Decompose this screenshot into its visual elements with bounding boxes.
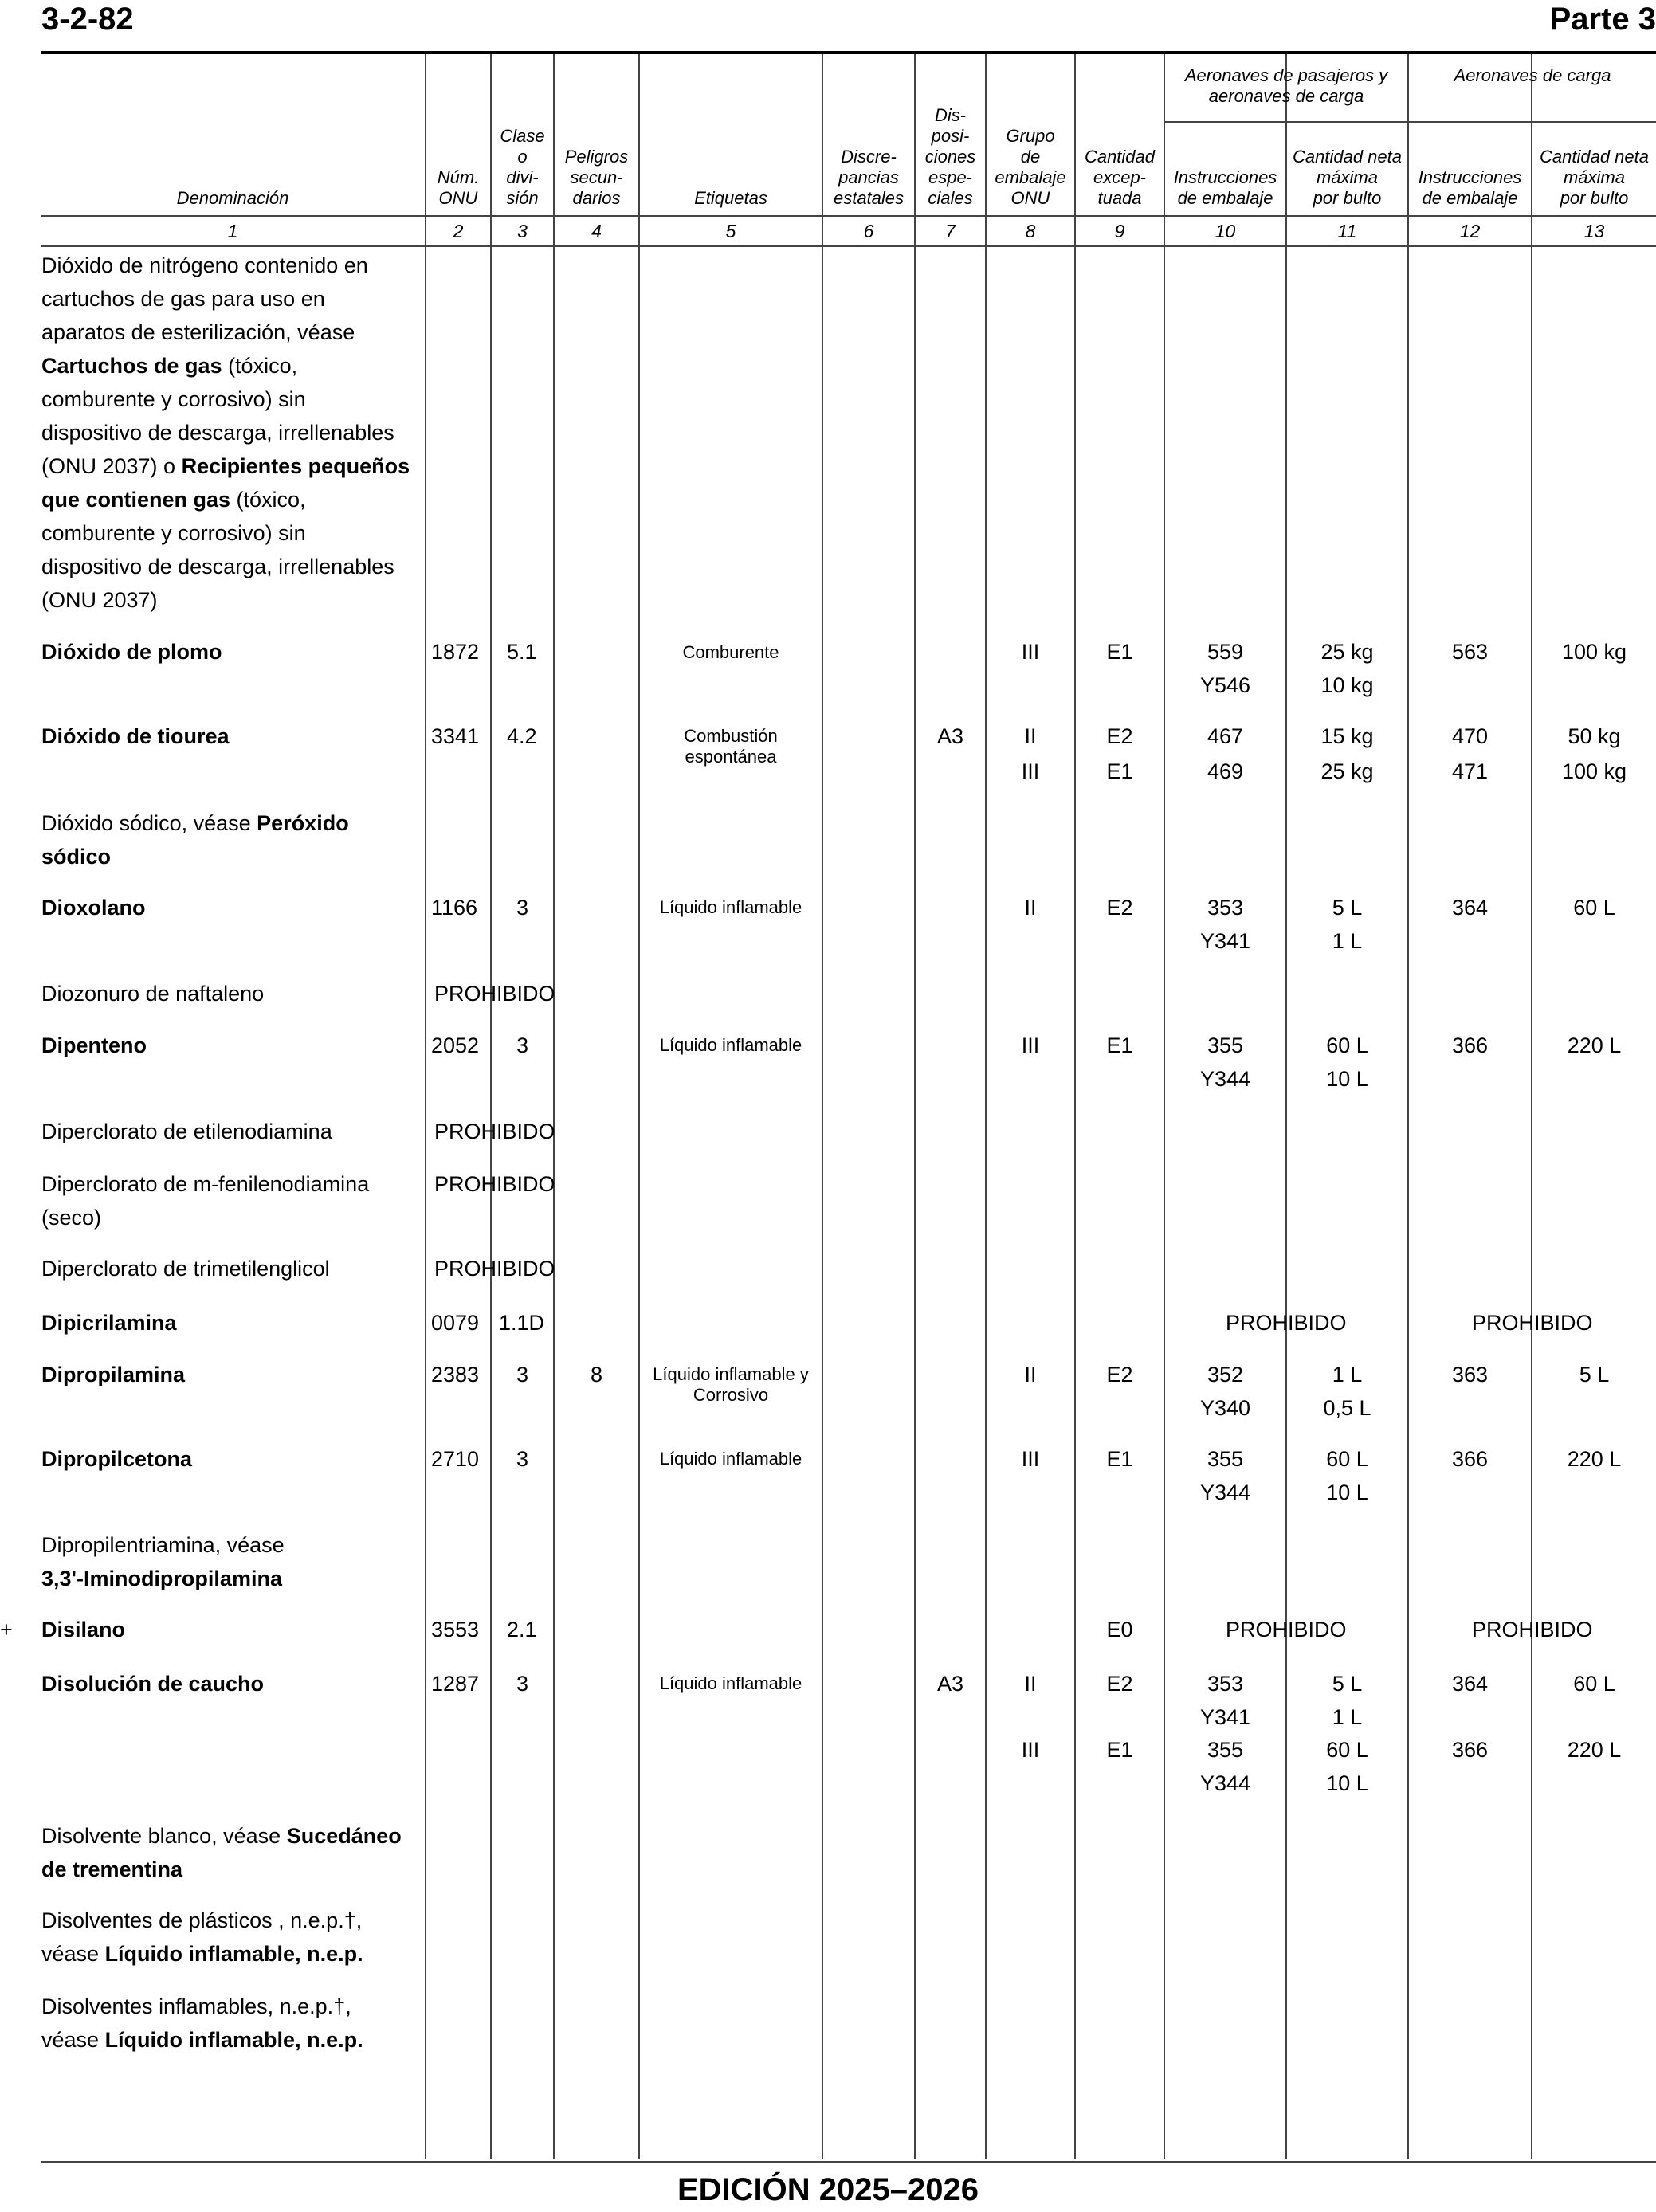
- excepted-quantity: E2: [1106, 896, 1133, 920]
- substance-name: Disilano: [41, 1618, 126, 1641]
- packing-instruction-cargo: 364: [1451, 1672, 1489, 1696]
- packing-instruction-cargo: 366: [1451, 1738, 1489, 1762]
- un-number: 1287: [431, 1672, 480, 1696]
- group-passenger-header: Aeronaves de pasajeros y aeronaves de carga: [1184, 65, 1388, 106]
- header-clase: Clase o divi- sión: [500, 126, 545, 208]
- packing-group: III: [1021, 759, 1040, 783]
- net-quantity-pax: 25 kg: [1320, 640, 1374, 664]
- column-number: 1: [227, 221, 238, 241]
- header-instrucciones-pax: Instrucciones de embalaje: [1173, 167, 1277, 208]
- hazard-label: Líquido inflamable: [659, 1673, 802, 1693]
- net-quantity-pax: 60 L: [1326, 1033, 1368, 1057]
- un-number: 1872: [431, 640, 480, 664]
- packing-group: III: [1021, 1447, 1040, 1471]
- net-quantity-pax: 1 L: [1332, 929, 1363, 953]
- net-quantity-cargo: 220 L: [1567, 1447, 1622, 1471]
- column-divider: [985, 54, 987, 2159]
- header-group-rule: [1164, 121, 1656, 123]
- table-row: Dióxido sódico, véase Peróxido sódico: [41, 811, 349, 869]
- footer-rule: [41, 2161, 1656, 2163]
- net-quantity-pax: 5 L: [1332, 1672, 1363, 1696]
- header-num-onu: Núm. ONU: [437, 167, 480, 208]
- substance-name: Dipropilcetona: [41, 1447, 193, 1471]
- excepted-quantity: E1: [1106, 1447, 1133, 1471]
- column-divider: [822, 54, 823, 2159]
- table-row: Dipropilentriamina, véase 3,3'-Iminodipropilamina: [41, 1533, 285, 1590]
- packing-group: III: [1021, 640, 1040, 664]
- packing-instruction-pax: Y341: [1199, 929, 1251, 953]
- special-provision: A3: [936, 724, 964, 748]
- net-quantity-cargo: 60 L: [1573, 1672, 1615, 1696]
- net-quantity-pax: 60 L: [1326, 1738, 1368, 1762]
- column-number: 6: [863, 221, 874, 241]
- class: 3: [516, 1363, 529, 1386]
- class: 5.1: [507, 640, 537, 664]
- net-quantity-pax: 10 kg: [1320, 673, 1374, 697]
- packing-instruction-pax: 469: [1207, 759, 1244, 783]
- excepted-quantity: E1: [1106, 1738, 1133, 1762]
- special-provision: A3: [936, 1672, 964, 1696]
- header-grupo-embalaje: Grupo de embalaje ONU: [995, 126, 1066, 208]
- substance-name: Dióxido de tiourea: [41, 724, 230, 748]
- column-divider: [1164, 54, 1165, 2159]
- header-discrepancias: Discre- pancias estatales: [833, 147, 905, 208]
- substance-name: Dioxolano: [41, 896, 146, 920]
- column-divider: [490, 54, 492, 2159]
- net-quantity-cargo: 60 L: [1573, 896, 1615, 920]
- header-peligros: Peligros secun- darios: [564, 147, 629, 208]
- column-number: 11: [1337, 221, 1357, 241]
- edition-footer: EDICIÓN 2025–2026: [677, 2172, 979, 2207]
- hazard-label: Líquido inflamable: [659, 1449, 802, 1469]
- class: 1.1D: [499, 1311, 545, 1335]
- net-quantity-pax: 0,5 L: [1323, 1396, 1371, 1420]
- packing-instruction-pax: Y340: [1199, 1396, 1251, 1420]
- substance-name: Dióxido de plomo: [41, 640, 222, 664]
- column-divider: [553, 54, 555, 2159]
- packing-instruction-cargo: 366: [1451, 1447, 1489, 1471]
- column-number: 12: [1459, 221, 1481, 241]
- un-number: 0079: [431, 1311, 480, 1335]
- packing-instruction-pax: Y344: [1199, 1771, 1251, 1795]
- column-divider: [638, 54, 640, 2159]
- class: 3: [516, 1447, 529, 1471]
- un-number: 3341: [431, 724, 480, 748]
- net-quantity-pax: 15 kg: [1320, 724, 1374, 748]
- packing-group: II: [1024, 1672, 1037, 1696]
- net-quantity-cargo: 100 kg: [1561, 640, 1627, 664]
- header-cantidad-neta-cargo: Cantidad neta máxima por bulto: [1540, 147, 1649, 208]
- substance-name: Disolución de caucho: [41, 1672, 265, 1696]
- packing-instruction-pax: 353: [1207, 1672, 1244, 1696]
- header-instrucciones-cargo: Instrucciones de embalaje: [1418, 167, 1522, 208]
- class: 3: [516, 896, 529, 920]
- hazard-label: Líquido inflamable y Corrosivo: [653, 1364, 809, 1405]
- class: 2.1: [507, 1618, 537, 1641]
- substance-name: Dipenteno: [41, 1033, 147, 1057]
- table-row: Dióxido de nitrógeno contenido en cartuchos de gas para uso en aparatos de esterilización, véase Cartuchos de gas (tóxico, comburente y corrosivo) sin dispositivo de descarga, irrellenables (ONU 2037) o Recipientes pequeños que contienen gas (tóxico, comburente y corrosivo) sin dispositivo de descarga, irrellenables (ONU 2037): [41, 253, 410, 612]
- status-prohibited: PROHIBIDO: [434, 1172, 555, 1196]
- status-prohibited: PROHIBIDO: [1472, 1311, 1593, 1335]
- substance-name: Diperclorato de trimetilenglicol: [41, 1257, 330, 1281]
- packing-instruction-pax: 467: [1207, 724, 1244, 748]
- packing-group: II: [1024, 724, 1037, 748]
- packing-instruction-pax: Y546: [1199, 673, 1251, 697]
- packing-instruction-pax: Y344: [1199, 1067, 1251, 1091]
- net-quantity-pax: 10 L: [1326, 1481, 1368, 1504]
- header-etiquetas: Etiquetas: [694, 188, 767, 208]
- header-denominacion: Denominación: [176, 188, 289, 208]
- packing-instruction-pax: 559: [1207, 640, 1244, 664]
- un-number: 1166: [431, 896, 478, 920]
- column-number: 13: [1583, 221, 1605, 241]
- header-disposiciones: Dis- posi- ciones espe- ciales: [924, 105, 976, 208]
- column-number: 2: [453, 221, 464, 241]
- group-cargo-header: Aeronaves de carga: [1454, 65, 1611, 85]
- packing-instruction-pax: 355: [1207, 1033, 1244, 1057]
- packing-instruction-pax: 352: [1207, 1363, 1244, 1386]
- net-quantity-cargo: 220 L: [1567, 1738, 1622, 1762]
- net-quantity-pax: 10 L: [1326, 1067, 1368, 1091]
- packing-instruction-cargo: 563: [1451, 640, 1489, 664]
- column-number: 9: [1114, 221, 1125, 241]
- class: 3: [516, 1033, 529, 1057]
- net-quantity-cargo: 50 kg: [1568, 724, 1621, 748]
- packing-instruction-pax: 355: [1207, 1738, 1244, 1762]
- net-quantity-pax: 10 L: [1326, 1771, 1368, 1795]
- excepted-quantity: E0: [1106, 1618, 1133, 1641]
- hazard-label: Comburente: [682, 642, 779, 662]
- packing-instruction-cargo: 364: [1451, 896, 1489, 920]
- packing-group: II: [1024, 1363, 1037, 1386]
- un-number: 2710: [431, 1447, 480, 1471]
- header-rule: [41, 51, 1656, 54]
- packing-instruction-pax: 355: [1207, 1447, 1244, 1471]
- column-divider: [1531, 54, 1532, 2159]
- un-number: 3553: [431, 1618, 480, 1641]
- hazard-label: Combustión espontánea: [684, 726, 778, 767]
- status-prohibited: PROHIBIDO: [434, 1257, 555, 1281]
- status-prohibited: PROHIBIDO: [434, 1120, 555, 1143]
- substance-name: Diperclorato de m-fenilenodiamina (seco): [41, 1172, 370, 1230]
- packing-instruction-cargo: 471: [1451, 759, 1489, 783]
- un-number: 2052: [431, 1033, 480, 1057]
- packing-group: II: [1024, 896, 1037, 920]
- column-divider: [1074, 54, 1076, 2159]
- status-prohibited: PROHIBIDO: [1472, 1618, 1593, 1641]
- packing-instruction-pax: Y341: [1199, 1705, 1251, 1729]
- substance-name: Diozonuro de naftaleno: [41, 982, 265, 1006]
- status-prohibited: PROHIBIDO: [434, 982, 555, 1006]
- status-prohibited: PROHIBIDO: [1226, 1618, 1347, 1641]
- part-label: Parte 3: [1549, 2, 1656, 37]
- table-row: Disolventes de plásticos , n.e.p.†, véase Líquido inflamable, n.e.p.: [41, 1908, 363, 1966]
- amendment-marker: +: [0, 1618, 13, 1641]
- class: 4.2: [507, 724, 537, 748]
- excepted-quantity: E2: [1106, 1363, 1133, 1386]
- packing-instruction-pax: Y344: [1199, 1481, 1251, 1504]
- column-divider: [1407, 54, 1409, 2159]
- net-quantity-pax: 5 L: [1332, 896, 1363, 920]
- net-quantity-cargo: 100 kg: [1561, 759, 1627, 783]
- secondary-hazard: 8: [590, 1363, 603, 1386]
- net-quantity-pax: 1 L: [1332, 1363, 1363, 1386]
- hazard-label: Líquido inflamable: [659, 1035, 802, 1055]
- net-quantity-pax: 60 L: [1326, 1447, 1368, 1471]
- hazard-label: Líquido inflamable: [659, 897, 802, 917]
- excepted-quantity: E1: [1106, 759, 1133, 783]
- substance-name: Diperclorato de etilenodiamina: [41, 1120, 332, 1143]
- un-number: 2383: [431, 1363, 480, 1386]
- column-number: 5: [725, 221, 736, 241]
- column-divider: [425, 54, 426, 2159]
- table-row: Disolvente blanco, véase Sucedáneo de trementina: [41, 1824, 402, 1881]
- header-cantidad-exceptuada: Cantidad excep- tuada: [1084, 147, 1156, 208]
- page-number: 3-2-82: [41, 2, 134, 37]
- net-quantity-cargo: 220 L: [1567, 1033, 1622, 1057]
- header-bottom-rule: [41, 215, 1656, 217]
- packing-instruction-cargo: 366: [1451, 1033, 1489, 1057]
- excepted-quantity: E1: [1106, 640, 1133, 664]
- packing-instruction-cargo: 363: [1451, 1363, 1489, 1386]
- column-number: 8: [1025, 221, 1036, 241]
- class: 3: [516, 1672, 529, 1696]
- table-row: Disolventes inflamables, n.e.p.†, véase Líquido inflamable, n.e.p.: [41, 1994, 363, 2052]
- packing-group: III: [1021, 1033, 1040, 1057]
- column-number-rule: [41, 245, 1656, 247]
- packing-instruction-pax: 353: [1207, 896, 1244, 920]
- column-number: 3: [517, 221, 528, 241]
- column-divider: [1285, 54, 1287, 2159]
- header-cantidad-neta-pax: Cantidad neta máxima por bulto: [1293, 147, 1402, 208]
- column-number: 10: [1215, 221, 1236, 241]
- packing-instruction-cargo: 470: [1451, 724, 1489, 748]
- net-quantity-pax: 25 kg: [1320, 759, 1374, 783]
- column-number: 4: [591, 221, 602, 241]
- net-quantity-pax: 1 L: [1332, 1705, 1363, 1729]
- excepted-quantity: E1: [1106, 1033, 1133, 1057]
- column-number: 7: [945, 221, 956, 241]
- column-divider: [914, 54, 916, 2159]
- packing-group: III: [1021, 1738, 1040, 1762]
- substance-name: Dipicrilamina: [41, 1311, 177, 1335]
- substance-name: Dipropilamina: [41, 1363, 186, 1386]
- status-prohibited: PROHIBIDO: [1226, 1311, 1347, 1335]
- net-quantity-cargo: 5 L: [1579, 1363, 1610, 1386]
- excepted-quantity: E2: [1106, 1672, 1133, 1696]
- excepted-quantity: E2: [1106, 724, 1133, 748]
